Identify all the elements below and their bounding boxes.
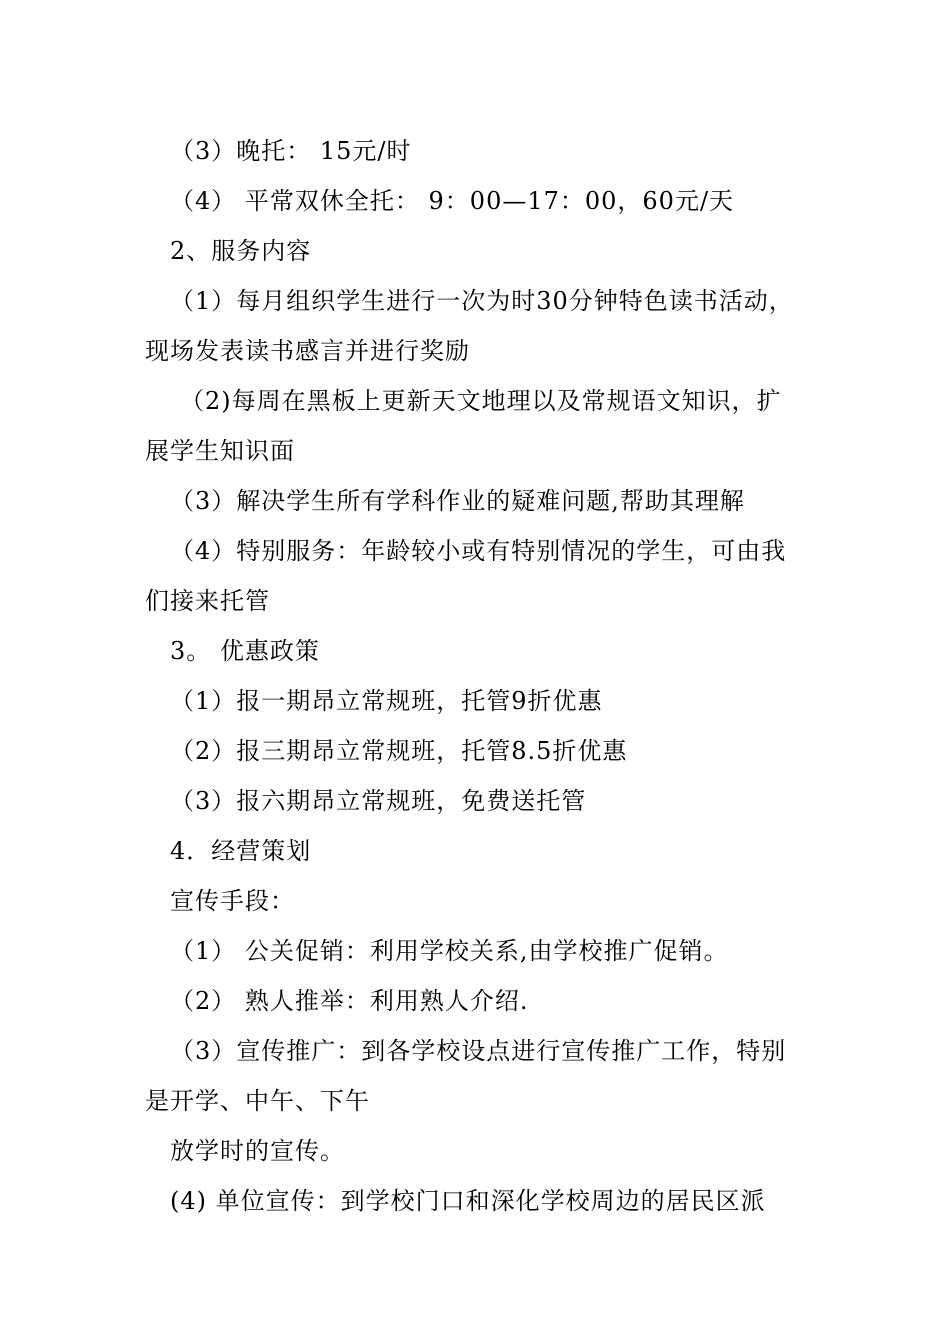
text-line-20: 是开学、中午、下午 bbox=[145, 1087, 370, 1115]
text-line-5: 现场发表读书感言并进行奖励 bbox=[145, 337, 470, 365]
text-line-12: （1）报一期昂立常规班，托管9折优惠 bbox=[170, 687, 603, 715]
text-line-14: （3）报六期昂立常规班，免费送托管 bbox=[170, 787, 587, 815]
text-line-10: 们接来托管 bbox=[145, 587, 270, 615]
section-heading-service: 2、服务内容 bbox=[170, 237, 312, 265]
text-line-1: （3）晚托： 15元/时 bbox=[170, 137, 412, 165]
text-line-19: （3）宣传推广：到各学校设点进行宣传推广工作，特别 bbox=[170, 1037, 787, 1065]
text-line-21: 放学时的宣传。 bbox=[170, 1137, 345, 1165]
text-line-6: （2)每周在黑板上更新天文地理以及常规语文知识，扩 bbox=[180, 387, 782, 415]
text-line-16: 宣传手段： bbox=[170, 887, 295, 915]
text-line-8: （3）解决学生所有学科作业的疑难问题,帮助其理解 bbox=[170, 487, 745, 515]
text-line-7: 展学生知识面 bbox=[145, 437, 295, 465]
text-line-9: （4）特别服务：年龄较小或有特别情况的学生，可由我 bbox=[170, 537, 787, 565]
section-heading-discount: 3。 优惠政策 bbox=[170, 637, 320, 665]
text-line-13: （2）报三期昂立常规班，托管8.5折优惠 bbox=[170, 737, 628, 765]
text-line-17: （1） 公关促销：利用学校关系,由学校推广促销。 bbox=[170, 937, 729, 965]
text-line-2: （4） 平常双休全托： 9：00—17：00，60元/天 bbox=[170, 187, 735, 215]
text-line-22: (4) 单位宣传：到学校门口和深化学校周边的居民区派 bbox=[170, 1187, 766, 1215]
text-line-18: （2） 熟人推举：利用熟人介绍. bbox=[170, 987, 529, 1015]
text-line-4: （1）每月组织学生进行一次为时30分钟特色读书活动， bbox=[170, 287, 794, 315]
section-heading-planning: 4．经营策划 bbox=[170, 837, 312, 865]
